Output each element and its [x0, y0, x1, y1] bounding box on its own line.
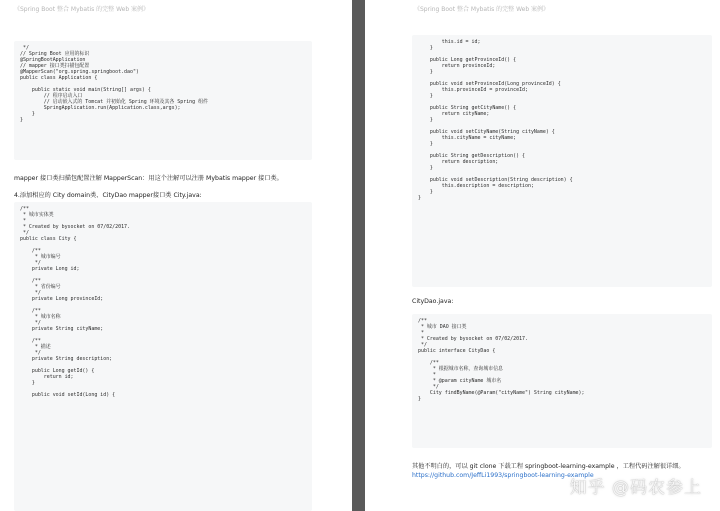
zhihu-watermark: 知乎 @码农参上: [569, 478, 702, 498]
page-header: 《Spring Boot 整合 Mybatis 的完整 Web 案例》: [14, 6, 150, 13]
code-block-city-class: [14, 202, 312, 511]
code-text: */ // Spring Boot 应用的标识 @SpringBootApplication // mapper 接口类扫描包配置 @MapperScan("org.spring.springboot.dao") public class Application { public static void main(String[] args) { // 程序启动入口 // 启动嵌入式的 Tomcat 并初始化 Spring 环境及其各 Spring 组件 SpringApplication.run(Application.class,args); } }: [20, 45, 208, 123]
code-block-city-methods: [412, 35, 712, 287]
code-text: /** * 城市实体类 * * Created by bysocket on 07/02/2017. */ public class City { /** * 城市编号 */ private Long id; /** * 省份编号 */ private Long provinceId; /** * 城市名称 */ private String cityName; /** * 描述 */ private String description; public Long getId() { return id; } public void setId(Long id) {: [20, 206, 130, 398]
code-text: /** * 城市 DAO 接口类 * * Created by bysocket on 07/02/2017. */ public interface CityDao { /** * 根据城市名称，查询城市信息 * * @param cityName 城市名 */ City findByName(@Param("cityName") String cityName); }: [418, 318, 585, 402]
paragraph-step4: 4.添加相应的 City domain类、CityDao mapper接口类 City.java:: [14, 192, 202, 199]
paragraph-git-clone: 其他不明白的，可以 git clone 下载工程 springboot-learning-example ，工程代码注解很详细。: [412, 463, 685, 470]
page-header: 《Spring Boot 整合 Mybatis 的完整 Web 案例》: [414, 6, 550, 13]
code-text: this.id = id; } public Long getProvinceId() { return provinceId; } public void setProvinceId(Long provinceId) { this.provinceId = provinceId; } public String getCityName() { return cityName; } public void setCityName(String cityName) { this.cityName = cityName; } public String getDescription() { return description; } public void setDescription(String description) { this.description = description; } }: [418, 39, 573, 201]
paragraph-mapperscan: mapper 接口类扫描包配置注解 MapperScan：用这个注解可以注册 Mybatis mapper 接口类。: [14, 175, 283, 182]
code-block-citydao: [412, 314, 712, 448]
code-block-application: [14, 41, 312, 160]
paragraph-citydao-label: CityDao.java:: [412, 298, 454, 305]
document-page-right: [365, 0, 720, 511]
github-link[interactable]: https://github.com/JeffLi1993/springboot-learning-example: [412, 472, 594, 479]
document-page-left: [0, 0, 352, 511]
